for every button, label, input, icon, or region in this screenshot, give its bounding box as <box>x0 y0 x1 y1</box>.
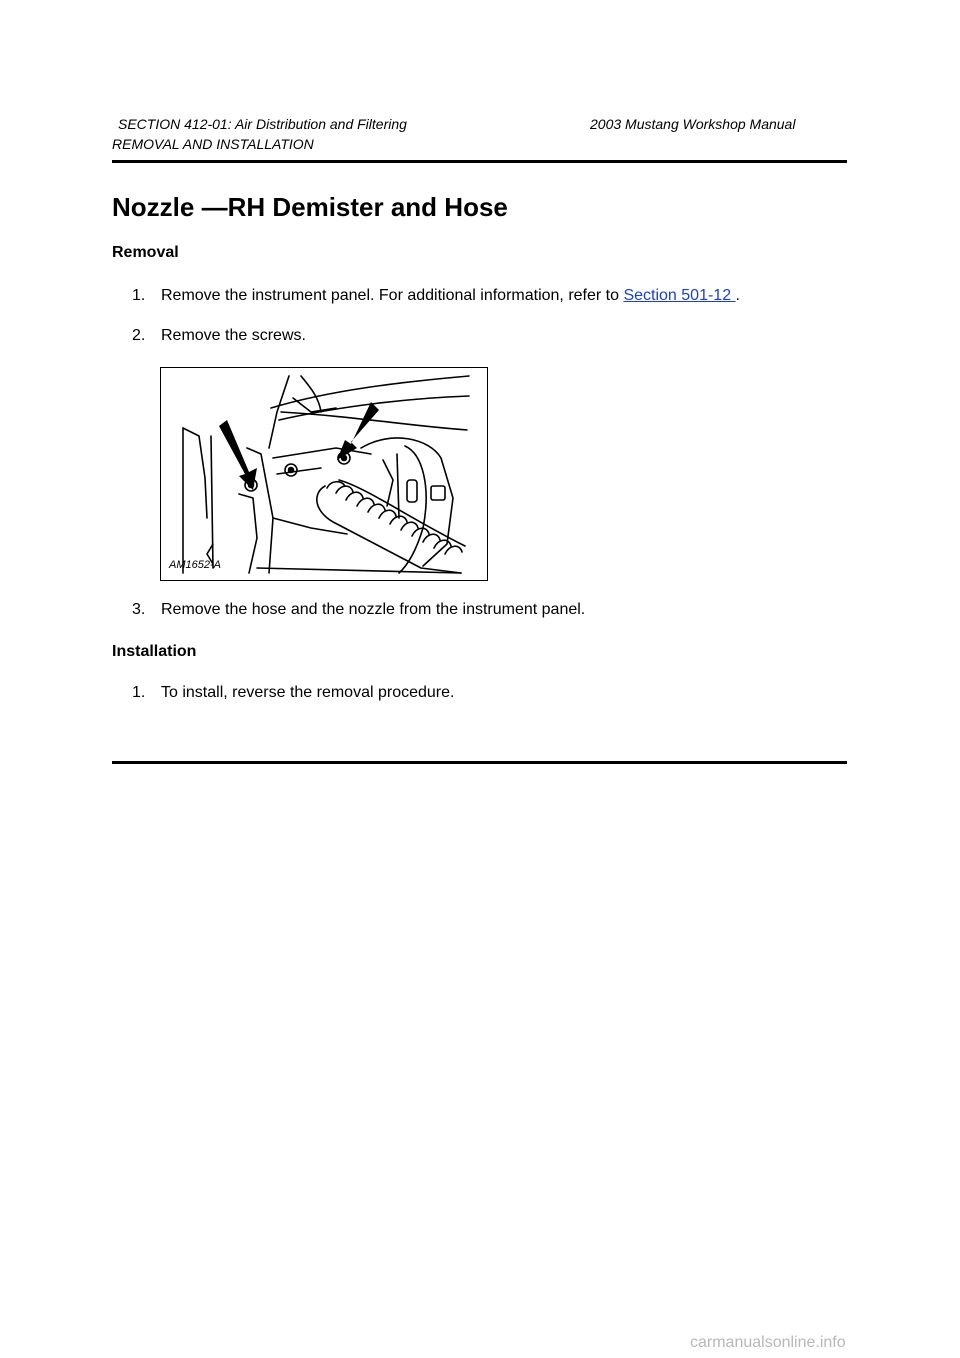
footer-divider <box>112 761 847 764</box>
installation-step-1 <box>132 684 454 702</box>
step-text: Remove the hose and the nozzle from the instrument panel. <box>161 601 586 618</box>
illustration-drawing <box>161 368 488 581</box>
step-text-end: . <box>735 287 740 304</box>
step-number: 3. <box>132 601 146 618</box>
header-section-title: SECTION 412-01: Air Distribution and Filtering <box>118 116 407 132</box>
removal-heading: Removal <box>112 244 179 261</box>
page-title: Nozzle —RH Demister and Hose <box>112 192 508 222</box>
step-text: Remove the screws. <box>161 327 306 344</box>
watermark: carmanualsonline.info <box>690 1334 846 1351</box>
removal-step-3 <box>132 601 585 619</box>
removal-step-2 <box>132 327 306 345</box>
step-number: 1. <box>132 684 146 701</box>
header-subsection: REMOVAL AND INSTALLATION <box>112 136 314 152</box>
installation-heading: Installation <box>112 643 197 660</box>
step-number: 2. <box>132 327 146 344</box>
step-number: 1. <box>132 287 146 304</box>
figure-label: AM1652-A <box>169 559 221 571</box>
header-manual-title: 2003 Mustang Workshop Manual <box>590 116 796 132</box>
removal-step-1 <box>132 287 740 305</box>
step-text: To install, reverse the removal procedure. <box>161 684 455 701</box>
screw-removal-illustration <box>160 367 488 581</box>
step-text: Remove the instrument panel. For additional information, refer to <box>161 287 624 304</box>
header-divider <box>112 160 847 163</box>
section-501-12-link[interactable]: Section 501-12 <box>623 287 736 304</box>
